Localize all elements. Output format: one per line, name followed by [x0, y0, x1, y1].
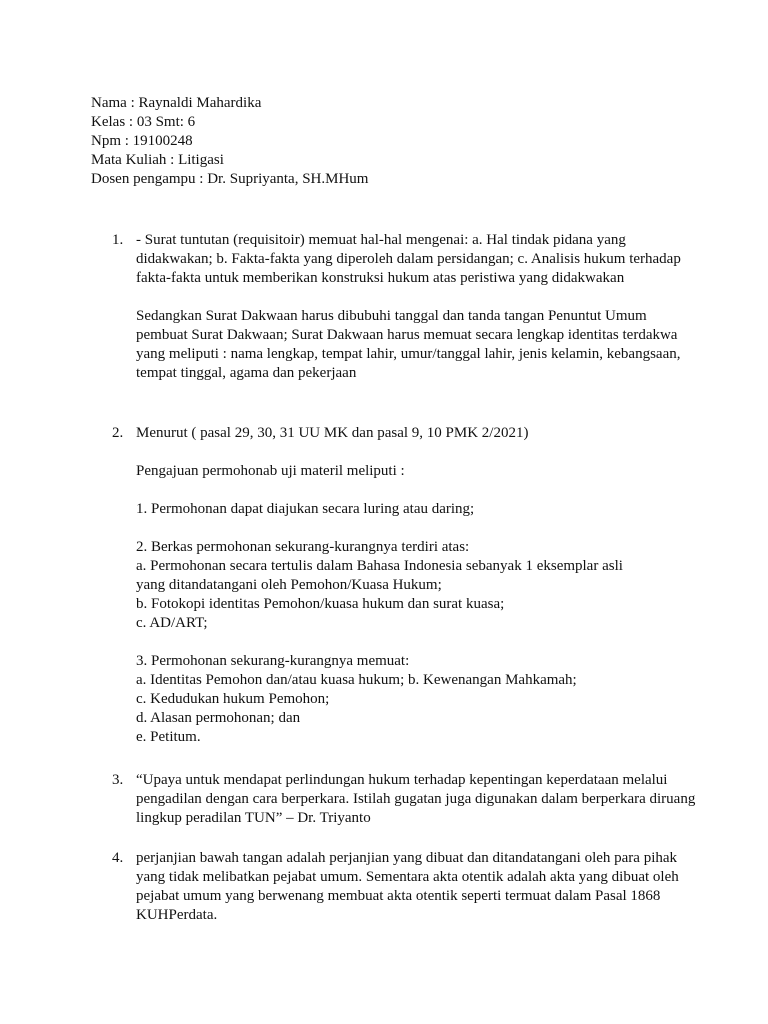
item-paragraph: 1. Permohonan dapat diajukan secara luring atau daring;	[136, 501, 475, 517]
list-line: a. Permohonan secara tertulis dalam Bahasa Indonesia sebanyak 1 eksemplar asli	[136, 558, 623, 574]
item-paragraph: “Upaya untuk mendapat perlindungan hukum terhadap kepentingan keperdataan melalui pengadilan dengan cara berperkara. Istilah gugatan juga digunakan dalam berperkara diruang lingkup peradilan TUN” – Dr. Triyanto	[136, 772, 696, 826]
list-line: e. Petitum.	[136, 729, 201, 745]
item-number: 4.	[112, 850, 124, 866]
list-line: a. Identitas Pemohon dan/atau kuasa hukum; b. Kewenangan Mahkamah;	[136, 672, 577, 688]
list-line: yang ditandatangani oleh Pemohon/Kuasa Hukum;	[136, 577, 442, 593]
item-number: 2.	[112, 425, 124, 441]
course-name: Mata Kuliah : Litigasi	[91, 152, 224, 168]
item-body	[136, 231, 696, 383]
item-body	[136, 424, 696, 747]
item-paragraph: Menurut ( pasal 29, 30, 31 UU MK dan pasal 9, 10 PMK 2/2021)	[136, 425, 529, 441]
item-paragraph: - Surat tuntutan (requisitoir) memuat hal-hal mengenai: a. Hal tindak pidana yang didakwakan; b. Fakta-fakta yang diperoleh dalam persidangan; c. Analisis hukum terhadap fakta-fakta untuk memberikan konstruksi hukum atas peristiwa yang didakwakan	[136, 232, 681, 286]
list-line: d. Alasan permohonan; dan	[136, 710, 301, 726]
item-paragraph: Sedangkan Surat Dakwaan harus dibubuhi tanggal dan tanda tangan Penuntut Umum pembuat Surat Dakwaan; Surat Dakwaan harus memuat secara lengkap identitas terdakwa yang meliputi : nama lengkap, tempat lahir, umur/tanggal lahir, jenis kelamin, kebangsaan, tempat tinggal, agama dan pekerjaan	[136, 308, 681, 381]
list-line: b. Fotokopi identitas Pemohon/kuasa hukum dan surat kuasa;	[136, 596, 505, 612]
list-line: c. AD/ART;	[136, 615, 208, 631]
item-body	[136, 849, 696, 925]
item-number: 1.	[112, 232, 124, 248]
item-paragraph: Pengajuan permohonab uji materil meliputi :	[136, 463, 405, 479]
list-line: c. Kedudukan hukum Pemohon;	[136, 691, 330, 707]
item-number: 3.	[112, 772, 124, 788]
student-npm: Npm : 19100248	[91, 133, 193, 149]
student-name: Nama : Raynaldi Mahardika	[91, 95, 262, 111]
lecturer-name: Dosen pengampu : Dr. Supriyanta, SH.MHum	[91, 171, 369, 187]
list-line: 2. Berkas permohonan sekurang-kurangnya terdiri atas:	[136, 539, 470, 555]
student-info	[91, 94, 368, 189]
student-class: Kelas : 03 Smt: 6	[91, 114, 196, 130]
item-body	[136, 771, 696, 828]
list-line: 3. Permohonan sekurang-kurangnya memuat:	[136, 653, 410, 669]
item-paragraph: perjanjian bawah tangan adalah perjanjian yang dibuat dan ditandatangani oleh para pihak yang tidak melibatkan pejabat umum. Sementara akta otentik adalah akta yang dibuat oleh pejabat umum yang berwenang membuat akta otentik seperti termuat dalam Pasal 1868 KUHPerdata.	[136, 850, 679, 923]
